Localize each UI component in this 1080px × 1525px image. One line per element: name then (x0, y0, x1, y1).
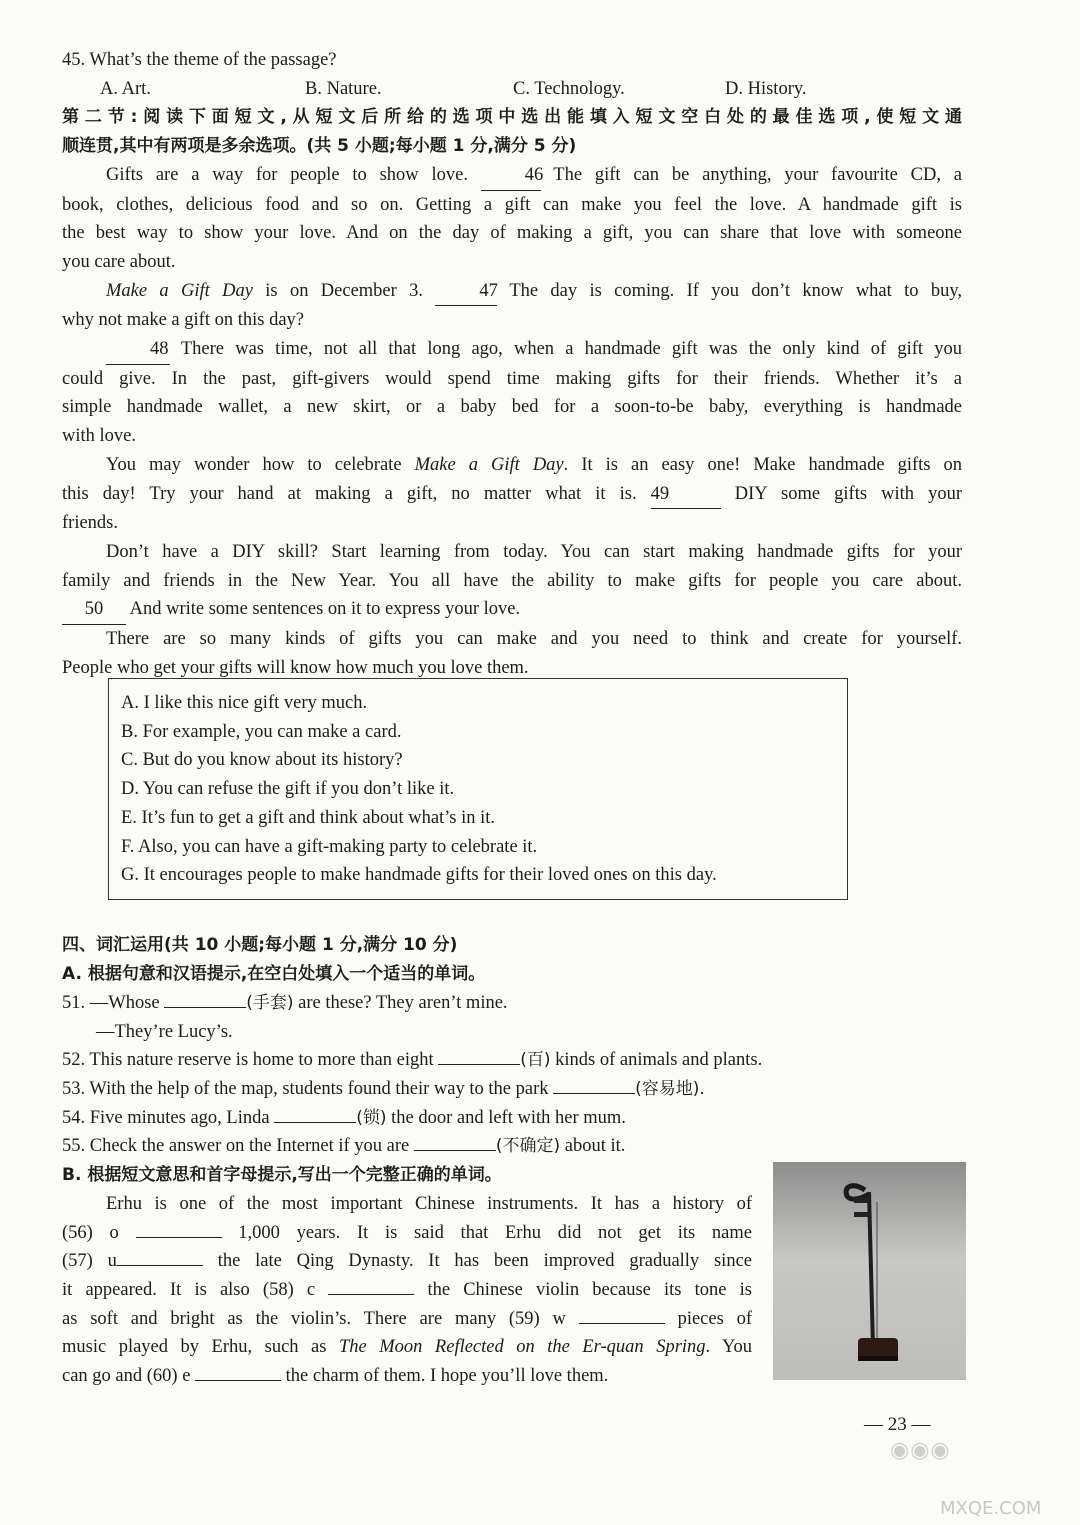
choice-box (108, 678, 848, 900)
answer-blank-52[interactable] (438, 1064, 520, 1065)
answer-blank-55[interactable] (414, 1150, 496, 1151)
answer-blank-56[interactable] (136, 1237, 222, 1238)
erhu-tuning-peg (854, 1212, 868, 1217)
erhu-photo (773, 1162, 966, 1380)
passage-line: family and friends in the New Year. You all have the ability to make gifts for people you care about. (62, 570, 962, 591)
erhu-resonator-base (858, 1356, 898, 1361)
question-51-reply: —They’re Lucy’s. (96, 1021, 233, 1042)
blank-47[interactable]: 47 (435, 277, 497, 307)
page-number: — 23 — (864, 1414, 931, 1435)
section-4-header: 四、词汇运用(共 10 小题;每小题 1 分,满分 10 分) (62, 935, 458, 956)
passage-line: You may wonder how to celebrate Make a Gift Day. It is an easy one! Make handmade gifts on (106, 454, 963, 475)
answer-blank-60[interactable] (195, 1380, 281, 1381)
answer-blank-53[interactable] (553, 1093, 635, 1094)
passage-line: People who get your gifts will know how much you love them. (62, 657, 529, 678)
passage-line: 50 And write some sentences on it to express your love. (62, 595, 962, 625)
passage-line: 48 There was time, not all that long ago, when a handmade gift was the only kind of gift you (62, 335, 962, 365)
answer-blank-54[interactable] (274, 1122, 356, 1123)
erhu-line: it appeared. It is also (58) c the Chinese violin because its tone is (62, 1279, 753, 1300)
choice-d[interactable]: D. You can refuse the gift if you don’t like it. (121, 779, 455, 800)
erhu-line: as soft and bright as the violin’s. There are many (59) w pieces of (62, 1308, 753, 1329)
question-53: 53. With the help of the map, students found their way to the park (容易地). (62, 1078, 705, 1099)
passage-line: Make a Gift Day is on December 3. 47 The day is coming. If you don’t know what to buy, (62, 277, 962, 307)
part-b-instruction: B. 根据短文意思和首字母提示,写出一个完整正确的单词。 (62, 1165, 502, 1186)
choice-f[interactable]: F. Also, you can have a gift-making party to celebrate it. (121, 836, 538, 857)
erhu-line: (56) o 1,000 years. It is said that Erhu did not get its name (62, 1222, 752, 1243)
option-b[interactable]: B. Nature. (305, 78, 382, 99)
answer-blank-58[interactable] (328, 1294, 414, 1295)
choice-a[interactable]: A. I like this nice gift very much. (121, 693, 368, 713)
erhu-line: (57) u the late Qing Dynasty. It has been improved gradually since (62, 1251, 752, 1272)
erhu-neck (869, 1192, 873, 1347)
choice-b[interactable]: B. For example, you can make a card. (121, 721, 402, 742)
blank-49[interactable]: 49 (651, 480, 721, 510)
question-51: 51. —Whose (手套) are these? They aren’t mine. (62, 992, 508, 1013)
erhu-passage (62, 1190, 752, 1391)
passage-line: friends. (62, 513, 118, 534)
blank-46[interactable]: 46 (481, 161, 541, 191)
option-a[interactable]: A. Art. (100, 78, 151, 99)
option-c[interactable]: C. Technology. (513, 78, 625, 99)
answer-blank-57[interactable] (117, 1265, 203, 1266)
question-55: 55. Check the answer on the Internet if you are (不确定) about it. (62, 1136, 626, 1157)
passage-line: this day! Try your hand at making a gift, no matter what it is. 49 DIY some gifts with your (62, 480, 962, 510)
blank-48[interactable]: 48 (106, 335, 170, 365)
erhu-line: can go and (60) e the charm of them. I hope you’ll love them. (62, 1366, 609, 1387)
music-title: The Moon Reflected on the Er-quan Spring (339, 1337, 706, 1358)
choice-e[interactable]: E. It’s fun to get a gift and think about what’s in it. (121, 807, 496, 828)
erhu-line: music played by Erhu, such as The Moon Reflected on the Er-quan Spring. You (62, 1337, 752, 1358)
question-52: 52. This nature reserve is home to more than eight (百) kinds of animals and plants. (62, 1050, 763, 1071)
passage-line: Gifts are a way for people to show love. 46 The gift can be anything, your favourite CD, a (62, 161, 962, 191)
part-a-instruction: A. 根据句意和汉语提示,在空白处填入一个适当的单词。 (62, 964, 486, 985)
question-45: 45. What’s the theme of the passage? (62, 50, 337, 70)
passage-line: Don’t have a DIY skill? Start learning from today. You can start making handmade gifts for your (106, 541, 962, 562)
passage-line: you care about. (62, 251, 176, 272)
erhu-illustration (773, 1162, 966, 1380)
passage-line: simple handmade wallet, a new skirt, or a baby bed for a soon-to-be baby, everything is handmade (62, 397, 962, 418)
answer-blank-51[interactable] (164, 1007, 246, 1008)
passage-line: the best way to show your love. And on the day of making a gift, you can share that love with someone (62, 223, 962, 244)
option-d[interactable]: D. History. (725, 78, 807, 99)
erhu-scroll-head (846, 1186, 869, 1199)
choice-g[interactable]: G. It encourages people to make handmade gifts for their loved ones on this day. (121, 865, 717, 886)
erhu-line: Erhu is one of the most important Chinese instruments. It has a history of (106, 1193, 752, 1214)
passage-line: book, clothes, delicious food and so on. Getting a gift can make you feel the love. A handmade gift is (62, 194, 962, 215)
passage-line: with love. (62, 426, 136, 447)
answer-blank-59[interactable] (579, 1323, 665, 1324)
choice-c[interactable]: C. But do you know about its history? (121, 750, 403, 771)
watermark-text: MXQE.COM (940, 1498, 1042, 1519)
watermark-logo: ◉◉◉ (890, 1438, 951, 1463)
section-2-header-line2: 顺连贯,其中有两项是多余选项。(共 5 小题;每小题 1 分,满分 5 分) (62, 136, 577, 157)
passage-line: why not make a gift on this day? (62, 310, 304, 331)
section-2-header-line1: 第二节:阅读下面短文,从短文后所给的选项中选出能填入短文空白处的最佳选项,使短文通 (62, 107, 962, 128)
question-54: 54. Five minutes ago, Linda (锁) the door and left with her mum. (62, 1107, 626, 1128)
question-45-options (62, 75, 962, 104)
passage-line: could give. In the past, gift-givers would spend time making gifts for their friends. Whether it’s a (62, 368, 962, 389)
blank-50[interactable]: 50 (62, 595, 126, 625)
erhu-tuning-peg (854, 1198, 868, 1203)
title-make-a-gift-day: Make a Gift Day (106, 280, 253, 301)
passage-line: There are so many kinds of gifts you can make and you need to think and create for yourself. (106, 629, 962, 650)
